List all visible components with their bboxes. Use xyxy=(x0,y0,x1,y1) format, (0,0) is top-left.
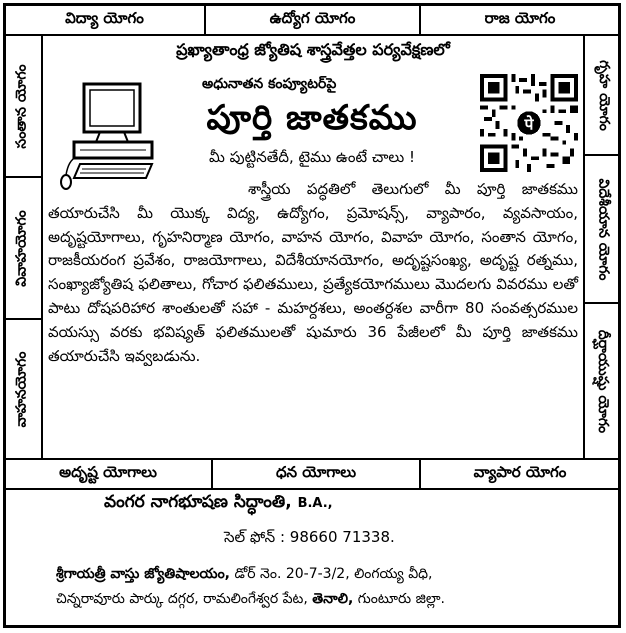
bottom-cell-3: వ్యాపార యోగం xyxy=(419,458,621,490)
left-cell-2: వివాహయోగం xyxy=(3,176,43,320)
phone-line: సెల్ ఫోన్ : 98660 71338. xyxy=(224,528,395,546)
top-cell-1: విద్యా యోగం xyxy=(3,3,206,36)
right-cell-3: దీర్ఘాయుష్షు యోగం xyxy=(583,302,621,460)
top-cell-2: ఉద్యోగ యోగం xyxy=(204,3,421,36)
left-cell-1: సంతాన యోగం xyxy=(3,34,43,178)
header-line-1: ప్రఖ్యాతాంధ్ర జ్యోతిష శాస్త్రవేత్తల పర్యవేక్షణలో xyxy=(176,40,450,59)
bottom-cell-2: ధన యోగాలు xyxy=(211,458,421,490)
svg-text:पे: पे xyxy=(524,114,534,134)
organization-name: శ్రీగాయత్రీ వాస్తు జ్యోతిషాలయం, xyxy=(56,566,230,582)
author-name: వంగర నాగభూషణ సిద్ధాంతి, B.A., xyxy=(104,492,333,512)
left-cell-3: వాహనయోగం xyxy=(3,318,43,460)
top-cell-3: రాజ యోగం xyxy=(419,3,621,36)
address-line-2: చిన్నరావూరు పార్కు దగ్గర, రామలింగేశ్వర పేట, తెనాలి, గుంటూరు జిల్లా. xyxy=(56,591,445,607)
bottom-cell-1: అదృష్ట యోగాలు xyxy=(3,458,213,490)
right-cell-2: విదేశీయాన యోగం xyxy=(583,154,621,304)
body-paragraph: శాస్త్రీయ పద్ధతిలో తెలుగులో మీ పూర్తి జాతకము తయారుచేసి మీ యొక్క విద్య, ఉద్యోగం, ప్రమోషన్స్, వ్యాపారం, వ్యవసాయం, అదృష్టయోగాలు, గృహనిర్మాణ యోగం, వాహన యోగం, వివాహ యోగం, సంతాన యోగం, రాజకీయరంగ ప్రవేశం, రాజయోగాలు, విదేశీయానయోగం, అదృష్టసంఖ్య, అదృష్ట రత్నము, సంఖ్యాజ్యోతిష ఫలితాలు, గోచార ఫలితములు, ప్రత్యేకయోగములు మొదలగు వివరము లతో పాటు దోషపరిహార శాంతులతో సహా - మహర్దశలు, అంతర్దశల వారీగా 80 సంవత్సరముల వయస్సు వరకు భవిష్యత్ ఫలితములతో షుమారు 36 పేజీలలో మీ పూర్తి జాతకము తయారుచేసి ఇవ్వబడును. xyxy=(48,180,578,365)
qr-code-icon xyxy=(480,72,578,174)
phone-number: 98660 71338. xyxy=(289,528,395,546)
header-line-2: అధునాతన కంప్యూటర్‌పై xyxy=(202,76,337,92)
address-line-1: శ్రీగాయత్రీ వాస్తు జ్యోతిషాలయం, డోర్ నెం. 20-7-3/2, లింగయ్య వీధి, xyxy=(56,566,433,582)
footer xyxy=(6,492,620,622)
city-name: తెనాలి, xyxy=(312,591,354,607)
right-cell-1: గృహ యోగం xyxy=(583,34,621,156)
tagline: మీ పుట్టినతేదీ, టైము ఉంటే చాలు ! xyxy=(209,148,415,166)
main-content xyxy=(44,38,582,458)
page-title: పూర్తి జాతకము xyxy=(206,98,418,138)
